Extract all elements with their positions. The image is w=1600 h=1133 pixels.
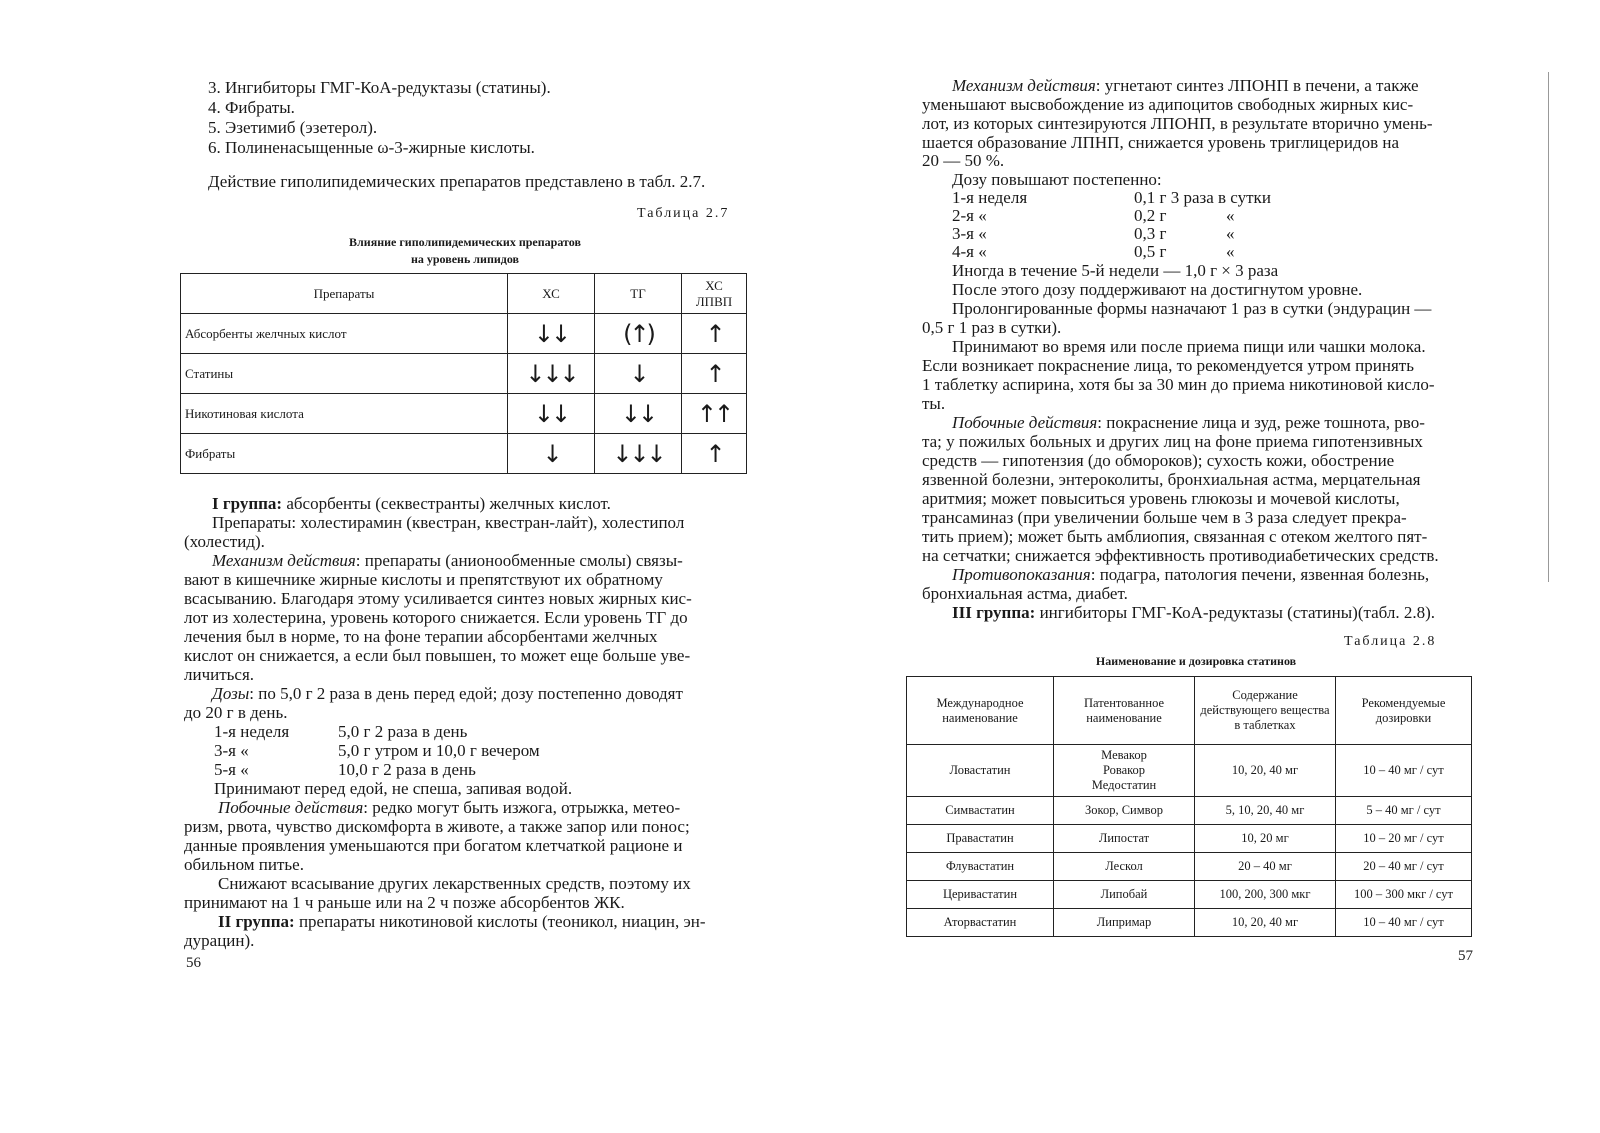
paragraph-line: данные проявления уменьшаются при богатом клетчаткой рационе и bbox=[184, 836, 683, 855]
paragraph-line: 20 — 50 %. bbox=[922, 151, 1005, 170]
paragraph-line: Побочные действия: покраснение лица и зуд, реже тошнота, рво- bbox=[952, 413, 1425, 432]
hdl-effect: ↑↑ bbox=[682, 394, 747, 434]
paragraph-line: принимают на 1 ч раньше или на 2 ч позже абсорбентов ЖК. bbox=[184, 893, 625, 912]
intl-name: Симвастатин bbox=[907, 797, 1054, 825]
paragraph-line: Противопоказания: подагра, патология печени, язвенная болезнь, bbox=[952, 565, 1430, 584]
table-row bbox=[907, 881, 1472, 909]
patent-name: Зокор, Симвор bbox=[1054, 797, 1195, 825]
hdl-effect: ↑ bbox=[682, 434, 747, 474]
content-value: 5, 10, 20, 40 мг bbox=[1195, 797, 1336, 825]
paragraph-line: шается образование ЛПНП, снижается уровень триглицеридов на bbox=[922, 133, 1400, 152]
paragraph-line: бронхиальная астма, диабет. bbox=[922, 584, 1128, 603]
paragraph-line: Принимают во время или после приема пищи или чашки молока. bbox=[952, 337, 1426, 356]
content-value: 10, 20, 40 мг bbox=[1195, 909, 1336, 937]
dose-value: 10 – 40 мг / сут bbox=[1336, 909, 1472, 937]
table-header: Рекомендуемые дозировки bbox=[1336, 677, 1472, 745]
paragraph-line: Препараты: холестирамин (квестран, квестран-лайт), холестипол bbox=[212, 513, 685, 532]
table-row bbox=[181, 434, 747, 474]
patent-name: Липримар bbox=[1054, 909, 1195, 937]
paragraph-line: кислот он снижается, а если был повышен, то может еще больше уве- bbox=[184, 646, 691, 665]
lipid-effects-table bbox=[180, 273, 747, 474]
paragraph-line: до 20 г в день. bbox=[184, 703, 288, 722]
paragraph-line: трансаминаз (при увеличении больше чем в 3 раза следует прекра- bbox=[922, 508, 1407, 527]
table-label: Таблица 2.7 bbox=[637, 206, 730, 221]
page-number: 56 bbox=[186, 955, 201, 971]
schedule-week: 3-я « bbox=[952, 224, 987, 243]
table-header: ХС bbox=[508, 274, 595, 314]
table-header: ТГ bbox=[595, 274, 682, 314]
paragraph-line: вают в кишечнике жирные кислоты и препятствуют их обратному bbox=[184, 570, 663, 589]
paragraph-line: После этого дозу поддерживают на достигнутом уровне. bbox=[952, 280, 1363, 299]
table-row bbox=[907, 745, 1472, 797]
table-header: Патентованное наименование bbox=[1054, 677, 1195, 745]
schedule-ditto: « bbox=[1226, 242, 1235, 261]
paragraph-line: (холестид). bbox=[184, 532, 265, 551]
paragraph-line: дурацин). bbox=[184, 931, 255, 950]
schedule-dose: 0,2 г bbox=[1134, 206, 1167, 225]
table-header: ХС ЛПВП bbox=[682, 274, 747, 314]
schedule-dose: 5,0 г 2 раза в день bbox=[338, 722, 468, 741]
paragraph-line: тить прием); может быть амблиопия, связанная с отеком желтого пят- bbox=[922, 527, 1428, 546]
paragraph-line: средств — гипотензия (до обмороков); сухость кожи, обострение bbox=[922, 451, 1395, 470]
schedule-ditto: « bbox=[1226, 224, 1235, 243]
paragraph-line: Если возникает покраснение лица, то рекомендуется утром принять bbox=[922, 356, 1414, 375]
triglyceride-effect: (↑) bbox=[595, 314, 682, 354]
intl-name: Ловастатин bbox=[907, 745, 1054, 797]
paragraph-line: Дозу повышают постепенно: bbox=[952, 170, 1162, 189]
paragraph-line: ризм, рвота, чувство дискомфорта в животе, а также запор или понос; bbox=[184, 817, 690, 836]
paragraph-line: 1 таблетку аспирина, хотя бы за 30 мин до приема никотиновой кисло- bbox=[922, 375, 1435, 394]
schedule-dose: 0,5 г bbox=[1134, 242, 1167, 261]
patent-name: Мевакор Ровакор Медостатин bbox=[1054, 745, 1195, 797]
schedule-week: 4-я « bbox=[952, 242, 987, 261]
table-row bbox=[907, 825, 1472, 853]
drug-cell: Абсорбенты желчных кислот bbox=[181, 314, 508, 354]
intro-paragraph: Действие гиполипидемических препаратов представлено в табл. 2.7. bbox=[208, 172, 706, 191]
page-number: 57 bbox=[1458, 948, 1473, 964]
statins-table bbox=[906, 676, 1472, 937]
paragraph-line: личиться. bbox=[184, 665, 255, 684]
page-edge-line bbox=[1548, 72, 1549, 582]
list-item: 5. Эзетимиб (эзетерол). bbox=[208, 118, 378, 137]
table-row bbox=[907, 797, 1472, 825]
drug-cell: Никотиновая кислота bbox=[181, 394, 508, 434]
schedule-dose: 10,0 г 2 раза в день bbox=[338, 760, 476, 779]
table-row bbox=[907, 909, 1472, 937]
paragraph-line: уменьшают высвобождение из адипоцитов свободных жирных кис- bbox=[922, 95, 1414, 114]
list-item: 6. Полиненасыщенные ω-3-жирные кислоты. bbox=[208, 138, 535, 157]
table-row bbox=[181, 394, 747, 434]
schedule-dose: 5,0 г утром и 10,0 г вечером bbox=[338, 741, 540, 760]
list-item: 3. Ингибиторы ГМГ-КоА-редуктазы (статины). bbox=[208, 78, 551, 97]
cholesterol-effect: ↓↓ bbox=[508, 314, 595, 354]
cholesterol-effect: ↓↓ bbox=[508, 394, 595, 434]
paragraph-line: та; у пожилых больных и других лиц на фоне приема гипотензивных bbox=[922, 432, 1423, 451]
dose-value: 10 – 20 мг / сут bbox=[1336, 825, 1472, 853]
content-value: 10, 20, 40 мг bbox=[1195, 745, 1336, 797]
paragraph-line: Пролонгированные формы назначают 1 раз в сутки (эндурацин — bbox=[952, 299, 1432, 318]
schedule-week: 3-я « bbox=[214, 741, 249, 760]
triglyceride-effect: ↓↓ bbox=[595, 394, 682, 434]
paragraph-line: Дозы: по 5,0 г 2 раза в день перед едой; дозу постепенно доводят bbox=[212, 684, 683, 703]
intl-name: Флувастатин bbox=[907, 853, 1054, 881]
paragraph-line: Принимают перед едой, не спеша, запивая водой. bbox=[214, 779, 573, 798]
paragraph-line: всасыванию. Благодаря этому усиливается синтез новых жирных кис- bbox=[184, 589, 692, 608]
cholesterol-effect: ↓ bbox=[508, 434, 595, 474]
paragraph-line: ты. bbox=[922, 394, 946, 413]
content-value: 100, 200, 300 мкг bbox=[1195, 881, 1336, 909]
triglyceride-effect: ↓↓↓ bbox=[595, 434, 682, 474]
intl-name: Церивастатин bbox=[907, 881, 1054, 909]
paragraph-line: аритмия; может повыситься уровень глюкозы и мочевой кислоты, bbox=[922, 489, 1400, 508]
cholesterol-effect: ↓↓↓ bbox=[508, 354, 595, 394]
drug-cell: Фибраты bbox=[181, 434, 508, 474]
schedule-dose: 0,3 г bbox=[1134, 224, 1167, 243]
table-row bbox=[181, 354, 747, 394]
group-heading: III группа: ингибиторы ГМГ-КоА-редуктазы (статины)(табл. 2.8). bbox=[952, 603, 1436, 622]
table-row bbox=[181, 314, 747, 354]
hdl-effect: ↑ bbox=[682, 354, 747, 394]
intl-name: Правастатин bbox=[907, 825, 1054, 853]
hdl-effect: ↑ bbox=[682, 314, 747, 354]
schedule-week: 1-я неделя bbox=[952, 188, 1028, 207]
paragraph-line: Иногда в течение 5-й недели — 1,0 г × 3 раза bbox=[952, 261, 1279, 280]
paragraph-line: лот, из которых синтезируются ЛПОНП, в результате вторично умень- bbox=[922, 114, 1433, 133]
table-header: Содержание действующего вещества в таблетках bbox=[1195, 677, 1336, 745]
paragraph-line: язвенной болезни, энтероколиты, бронхиальная астма, мерцательная bbox=[922, 470, 1421, 489]
table-label: Таблица 2.8 bbox=[1344, 634, 1437, 649]
drug-cell: Статины bbox=[181, 354, 508, 394]
triglyceride-effect: ↓ bbox=[595, 354, 682, 394]
patent-name: Липостат bbox=[1054, 825, 1195, 853]
dose-value: 100 – 300 мкг / сут bbox=[1336, 881, 1472, 909]
schedule-week: 1-я неделя bbox=[214, 722, 290, 741]
schedule-week: 2-я « bbox=[952, 206, 987, 225]
group-heading: II группа: препараты никотиновой кислоты (теоникол, ниацин, эн- bbox=[218, 912, 706, 931]
intl-name: Аторвастатин bbox=[907, 909, 1054, 937]
table-title: Влияние гиполипидемических препаратов на уровень липидов bbox=[349, 235, 581, 266]
content-value: 20 – 40 мг bbox=[1195, 853, 1336, 881]
dose-value: 10 – 40 мг / сут bbox=[1336, 745, 1472, 797]
table-header: Международное наименование bbox=[907, 677, 1054, 745]
table-row bbox=[907, 853, 1472, 881]
dose-value: 5 – 40 мг / сут bbox=[1336, 797, 1472, 825]
paragraph-line: Побочные действия: редко могут быть изжога, отрыжка, метео- bbox=[218, 798, 681, 817]
paragraph-line: лот из холестерина, уровень которого снижается. Если уровень ТГ до bbox=[184, 608, 688, 627]
table-header: Препараты bbox=[181, 274, 508, 314]
paragraph-line: обильном питье. bbox=[184, 855, 304, 874]
paragraph-line: 0,5 г 1 раз в сутки). bbox=[922, 318, 1062, 337]
list-item: 4. Фибраты. bbox=[208, 98, 295, 117]
paragraph-line: на сетчатки; снижается эффективность противодиабетических средств. bbox=[922, 546, 1439, 565]
paragraph-line: Механизм действия: угнетают синтез ЛПОНП в печени, а также bbox=[952, 76, 1419, 95]
patent-name: Лескол bbox=[1054, 853, 1195, 881]
schedule-ditto: « bbox=[1226, 206, 1235, 225]
dose-value: 20 – 40 мг / сут bbox=[1336, 853, 1472, 881]
content-value: 10, 20 мг bbox=[1195, 825, 1336, 853]
schedule-week: 5-я « bbox=[214, 760, 249, 779]
paragraph-line: Механизм действия: препараты (анионообменные смолы) связы- bbox=[212, 551, 683, 570]
schedule-dose: 0,1 г 3 раза в сутки bbox=[1134, 188, 1271, 207]
patent-name: Липобай bbox=[1054, 881, 1195, 909]
paragraph-line: лечения был в норме, то на фоне терапии абсорбентами желчных bbox=[184, 627, 658, 646]
paragraph-line: Снижают всасывание других лекарственных средств, поэтому их bbox=[218, 874, 691, 893]
group-heading: I группа: абсорбенты (секвестранты) желчных кислот. bbox=[212, 494, 611, 513]
table-title: Наименование и дозировка статинов bbox=[1095, 654, 1297, 668]
